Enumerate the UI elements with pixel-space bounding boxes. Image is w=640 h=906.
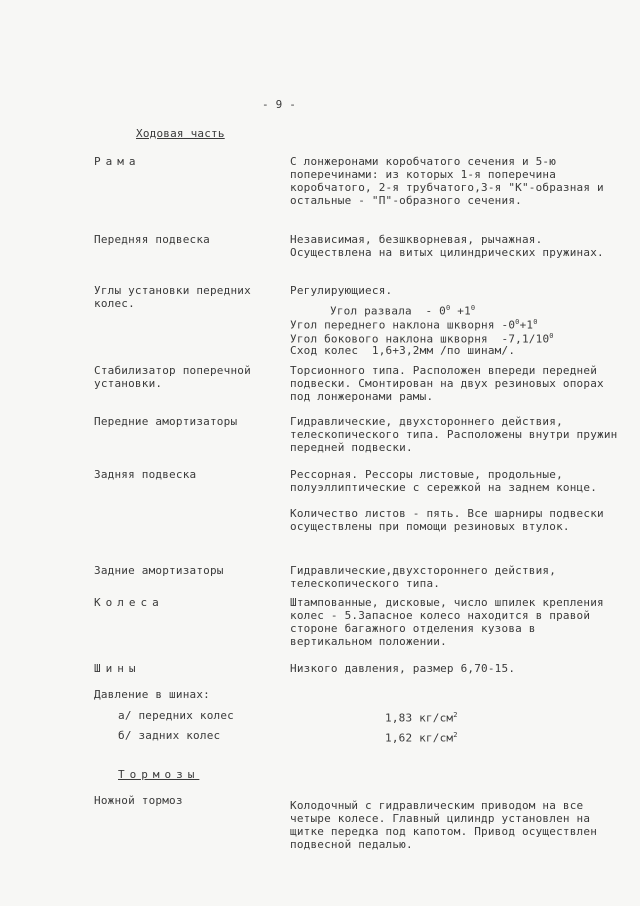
label-tires: Шины	[94, 662, 141, 675]
value-rear-suspension-extra: Количество листов - пять. Все шарниры подвески осуществлены при помощи резиновых втулок.	[290, 507, 604, 533]
value-frame: С лонжеронами коробчатого сечения и 5-ю поперечинами: из которых 1-я поперечина коробчатого, 2-я трубчатого,3-я "К"-образная и остальные - "П"-образного сечения.	[290, 155, 604, 207]
label-wheels: Колеса	[94, 596, 164, 609]
value-stabilizer: Торсионного типа. Расположен впереди передней подвески. Смонтирован на двух резиновых опорах под лонжеронами рамы.	[290, 364, 604, 403]
kpi-label: Угол бокового наклона шкворня	[290, 332, 488, 346]
value-front-shocks: Гидравлические, двухстороннего действия, телескопического типа. Расположены внутри пружин передней подвески.	[290, 415, 618, 454]
pressure-rear-label: б/ задних колес	[118, 729, 221, 742]
label-wheel-alignment: Углы установки передних колес.	[94, 284, 251, 310]
section-title: Ходовая часть	[136, 127, 225, 140]
camber-plus: +1	[450, 304, 471, 318]
kpi-deg: 0	[549, 332, 554, 340]
pressure-heading: Давление в шинах:	[94, 688, 210, 701]
value-wheel-alignment: Регулирующиеся.	[290, 284, 393, 297]
caster-plus: +1	[519, 318, 534, 332]
pressure-rear-number: 1,62 кг/см	[385, 731, 454, 745]
label-frame: Рама	[94, 155, 141, 168]
label-front-suspension: Передняя подвеска	[94, 233, 210, 246]
caster-label: Угол переднего наклона шкворня	[290, 318, 495, 332]
label-foot-brake: Ножной тормоз	[94, 794, 183, 807]
page-number: - 9 -	[262, 98, 297, 111]
toe-line: Сход колес 1,6+3,2мм /по шинам/.	[290, 344, 516, 357]
caster-value: -0	[501, 318, 516, 332]
pressure-rear-value	[385, 729, 458, 745]
label-rear-suspension: Задняя подвеска	[94, 468, 197, 481]
pressure-front-label: а/ передних колес	[118, 709, 234, 722]
camber-deg: 0	[446, 304, 451, 312]
value-foot-brake: Колодочный с гидравлическим приводом на все четыре колесе. Главный цилиндр установлен на щитке передка под капотом. Привод осуществлен подвесной педалью.	[290, 799, 598, 851]
value-rear-suspension: Рессорная. Рессоры листовые, продольные, полуэллиптические с сережкой на заднем конце.	[290, 468, 598, 494]
kpi-value: -7,1/10	[501, 332, 550, 346]
label-rear-shocks: Задние амортизаторы	[94, 564, 224, 577]
caster-deg: 0	[515, 318, 520, 326]
value-wheels: Штампованные, дисковые, число шпилек крепления колес - 5.Запасное колесо находится в правой стороне багажного отделения кузова в вертикальном положении.	[290, 596, 604, 648]
pressure-front-value	[385, 709, 458, 725]
label-stabilizer: Стабилизатор поперечной установки.	[94, 364, 251, 390]
label-front-shocks: Передние амортизаторы	[94, 415, 238, 428]
value-front-suspension: Независимая, безшкворневая, рычажная. Осуществлена на витых цилиндрических пружинах.	[290, 233, 604, 259]
pressure-front-number: 1,83 кг/см	[385, 711, 454, 725]
caster-plus-deg: 0	[533, 318, 538, 326]
camber-value: - 0	[425, 304, 446, 318]
pressure-rear-exp: 2	[453, 731, 458, 739]
value-rear-shocks: Гидравлические,двухстороннего действия, телескопического типа.	[290, 564, 557, 590]
value-tires: Низкого давления, размер 6,70-15.	[290, 662, 516, 675]
pressure-front-exp: 2	[453, 711, 458, 719]
brakes-title: Тормозы	[118, 768, 200, 781]
camber-label: Угол развала	[330, 304, 412, 318]
camber-plus-deg: 0	[470, 304, 476, 312]
